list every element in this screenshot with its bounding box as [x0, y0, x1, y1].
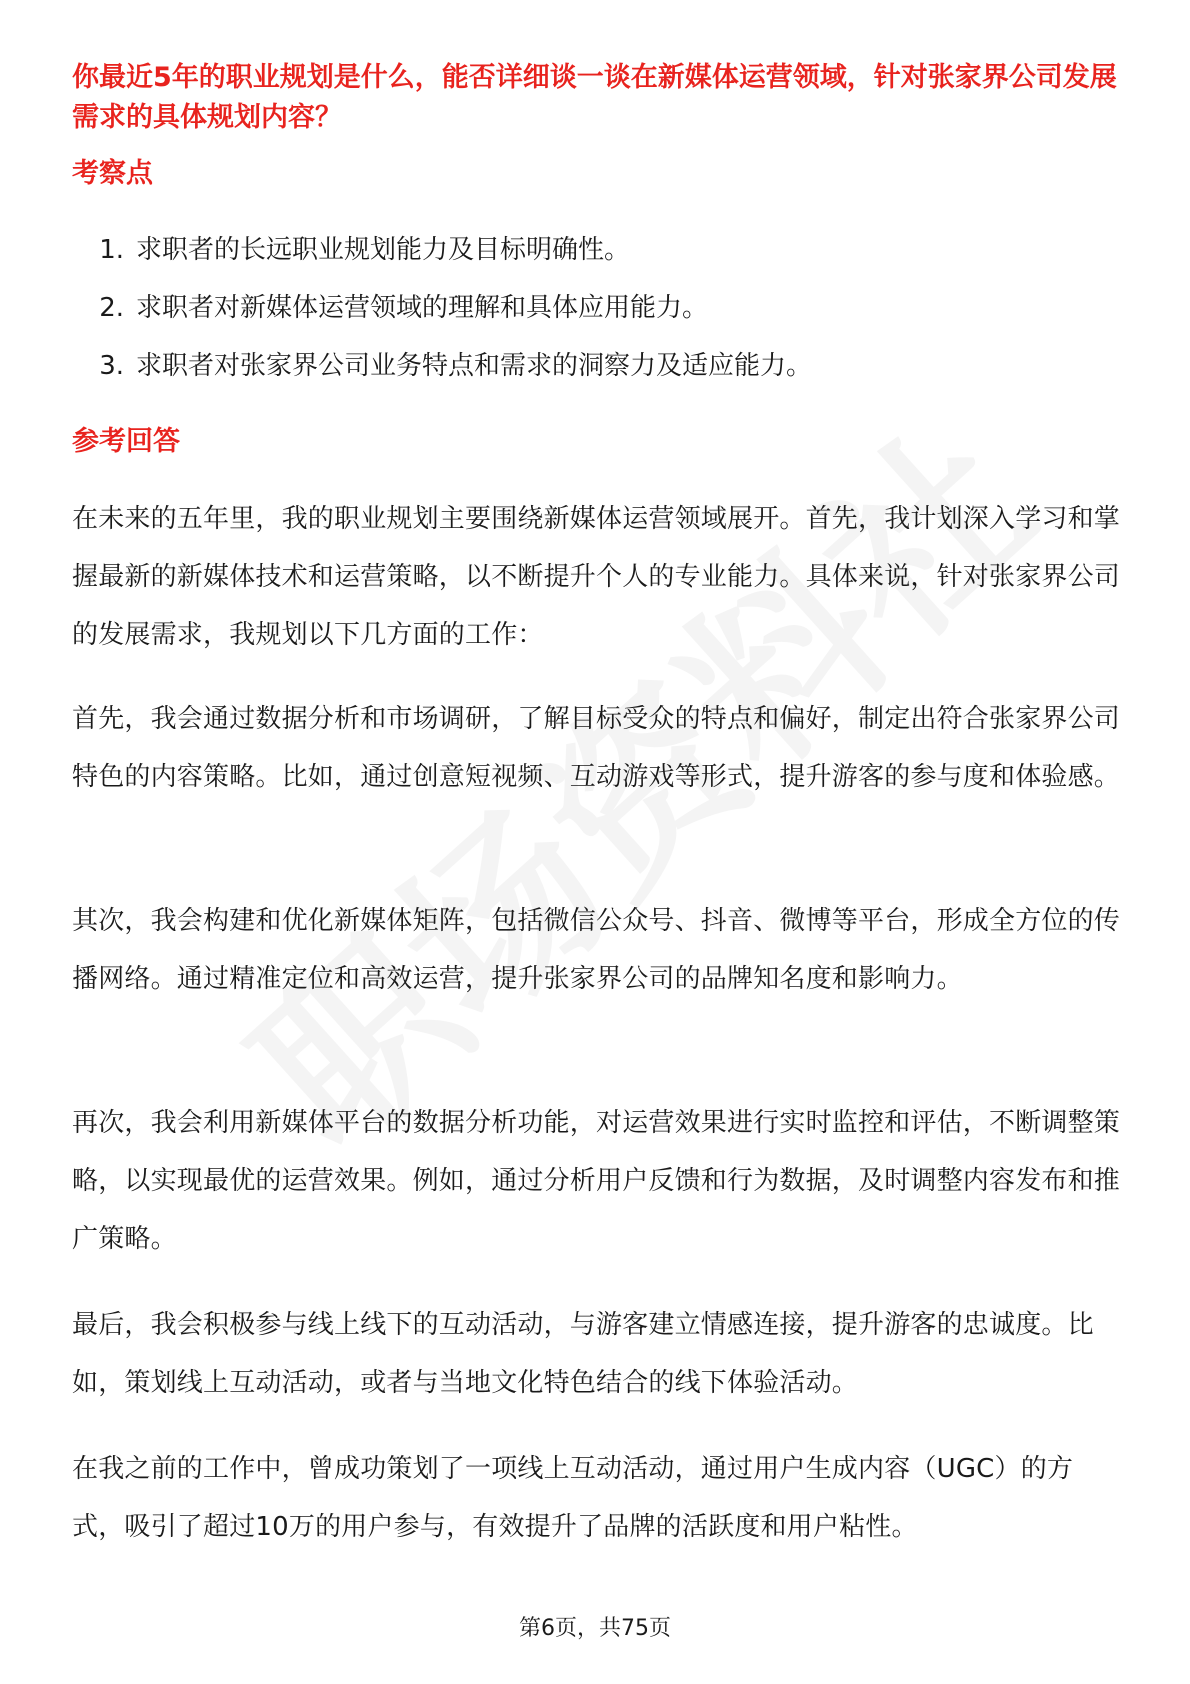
list-number: 2. — [99, 293, 124, 323]
list-text: 求职者对张家界公司业务特点和需求的洞察力及适应能力。 — [136, 351, 813, 381]
list-text: 求职者对新媒体运营领域的理解和具体应用能力。 — [136, 293, 709, 323]
list-text: 求职者的长远职业规划能力及目标明确性。 — [136, 235, 631, 265]
answer-paragraph: 首先，我会通过数据分析和市场调研，了解目标受众的特点和偏好，制定出符合张家界公司特色的内容策略。比如，通过创意短视频、互动游戏等形式，提升游客的参与度和体验感。 — [72, 704, 1121, 792]
answer-paragraph: 再次，我会利用新媒体平台的数据分析功能，对运营效果进行实时监控和评估，不断调整策略，以实现最优的运营效果。例如，通过分析用户反馈和行为数据，及时调整内容发布和推广策略。 — [72, 1108, 1121, 1254]
answer-paragraph: 最后，我会积极参与线上线下的互动活动，与游客建立情感连接，提升游客的忠诚度。比如，策划线上互动活动，或者与当地文化特色结合的线下体验活动。 — [72, 1310, 1094, 1398]
answer-paragraph: 在未来的五年里，我的职业规划主要围绕新媒体运营领域展开。首先，我计划深入学习和掌握最新的新媒体技术和运营策略，以不断提升个人的专业能力。具体来说，针对张家界公司的发展需求，我规划以下几方面的工作： — [72, 504, 1121, 650]
list-number: 1. — [99, 235, 124, 265]
section-title-answer: 参考回答 — [72, 426, 180, 457]
question-heading: 你最近5年的职业规划是什么，能否详细谈一谈在新媒体运营领域，针对张家界公司发展需求的具体规划内容？ — [72, 62, 1117, 133]
points-list — [72, 230, 1118, 404]
answer-paragraph: 其次，我会构建和优化新媒体矩阵，包括微信公众号、抖音、微博等平台，形成全方位的传播网络。通过精准定位和高效运营，提升张家界公司的品牌知名度和影响力。 — [72, 906, 1121, 994]
list-item — [72, 288, 1118, 346]
list-item — [72, 230, 1118, 288]
section-title-points: 考察点 — [72, 158, 153, 189]
page-number: 第6页，共75页 — [519, 1616, 671, 1641]
list-item — [72, 346, 1118, 404]
answer-paragraph: 在我之前的工作中，曾成功策划了一项线上互动活动，通过用户生成内容（UGC）的方式，吸引了超过10万的用户参与，有效提升了品牌的活跃度和用户粘性。 — [72, 1454, 1074, 1542]
list-number: 3. — [99, 351, 124, 381]
